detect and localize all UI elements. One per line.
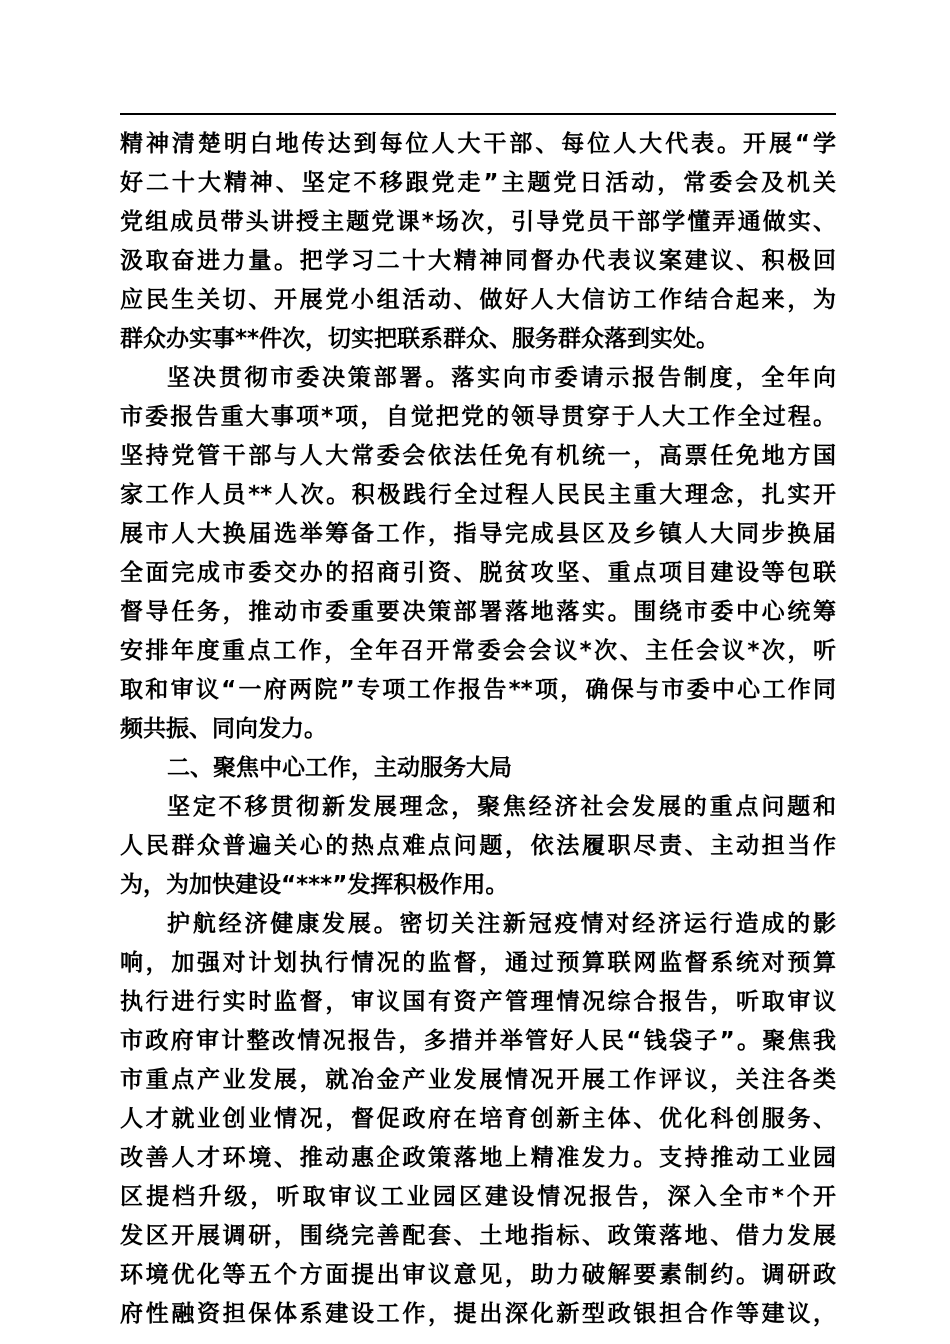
text-line: 汲取奋进力量。把学习二十大精神同督办代表议案建议、积极回 (120, 248, 836, 274)
section-heading: 二、聚焦中心工作，主动服务大局 (167, 755, 512, 781)
text-line: 党组成员带头讲授主题党课*场次，引导党员干部学懂弄通做实、 (120, 209, 836, 235)
text-line: 区提档升级，听取审议工业园区建设情况报告，深入全市*个开 (120, 1184, 836, 1210)
document-body (120, 125, 836, 1334)
text-line: 人民群众普遍关心的热点难点问题，依法履职尽责、主动担当作 (120, 833, 836, 859)
text-line: 督导任务，推动市委重要决策部署落地落实。围绕市委中心统筹 (120, 599, 836, 625)
text-line: 为，为加快建设“***”发挥积极作用。 (120, 872, 509, 898)
text-line: 府性融资担保体系建设工作，提出深化新型政银担合作等建议， (120, 1301, 836, 1327)
header-rule (120, 113, 836, 115)
text-line: 市委报告重大事项*项，自觉把党的领导贯穿于人大工作全过程。 (120, 404, 836, 430)
paragraph-start-line: 护航经济健康发展。密切关注新冠疫情对经济运行造成的影 (167, 911, 836, 937)
text-line: 发区开展调研，围绕完善配套、土地指标、政策落地、借力发展 (120, 1223, 836, 1249)
paragraph-start-line: 坚决贯彻市委决策部署。落实向市委请示报告制度，全年向 (167, 365, 836, 391)
text-line: 家工作人员**人次。积极践行全过程人民民主重大理念，扎实开 (120, 482, 836, 508)
text-line: 取和审议“一府两院”专项工作报告**项，确保与市委中心工作同 (120, 677, 836, 703)
text-line: 执行进行实时监督，审议国有资产管理情况综合报告，听取审议 (120, 989, 836, 1015)
text-line: 应民生关切、开展党小组活动、做好人大信访工作结合起来，为 (120, 287, 836, 313)
text-line: 群众办实事**件次，切实把联系群众、服务群众落到实处。 (120, 326, 720, 352)
text-line: 安排年度重点工作，全年召开常委会会议*次、主任会议*次，听 (120, 638, 836, 664)
text-line: 市政府审计整改情况报告，多措并举管好人民“钱袋子”。聚焦我 (120, 1028, 836, 1054)
text-line: 全面完成市委交办的招商引资、脱贫攻坚、重点项目建设等包联 (120, 560, 836, 586)
text-line: 人才就业创业情况，督促政府在培育创新主体、优化科创服务、 (120, 1106, 836, 1132)
text-line: 改善人才环境、推动惠企政策落地上精准发力。支持推动工业园 (120, 1145, 836, 1171)
paragraph-start-line: 坚定不移贯彻新发展理念，聚焦经济社会发展的重点问题和 (167, 794, 836, 820)
text-line: 精神清楚明白地传达到每位人大干部、每位人大代表。开展“学 (120, 131, 836, 157)
text-line: 响，加强对计划执行情况的监督，通过预算联网监督系统对预算 (120, 950, 836, 976)
text-line: 好二十大精神、坚定不移跟党走”主题党日活动，常委会及机关 (120, 170, 836, 196)
text-line: 坚持党管干部与人大常委会依法任免有机统一，高票任免地方国 (120, 443, 836, 469)
text-line: 频共振、同向发力。 (120, 716, 327, 742)
text-line: 市重点产业发展，就冶金产业发展情况开展工作评议，关注各类 (120, 1067, 836, 1093)
text-line: 展市人大换届选举筹备工作，指导完成县区及乡镇人大同步换届 (120, 521, 836, 547)
text-line: 环境优化等五个方面提出审议意见，助力破解要素制约。调研政 (120, 1262, 836, 1288)
